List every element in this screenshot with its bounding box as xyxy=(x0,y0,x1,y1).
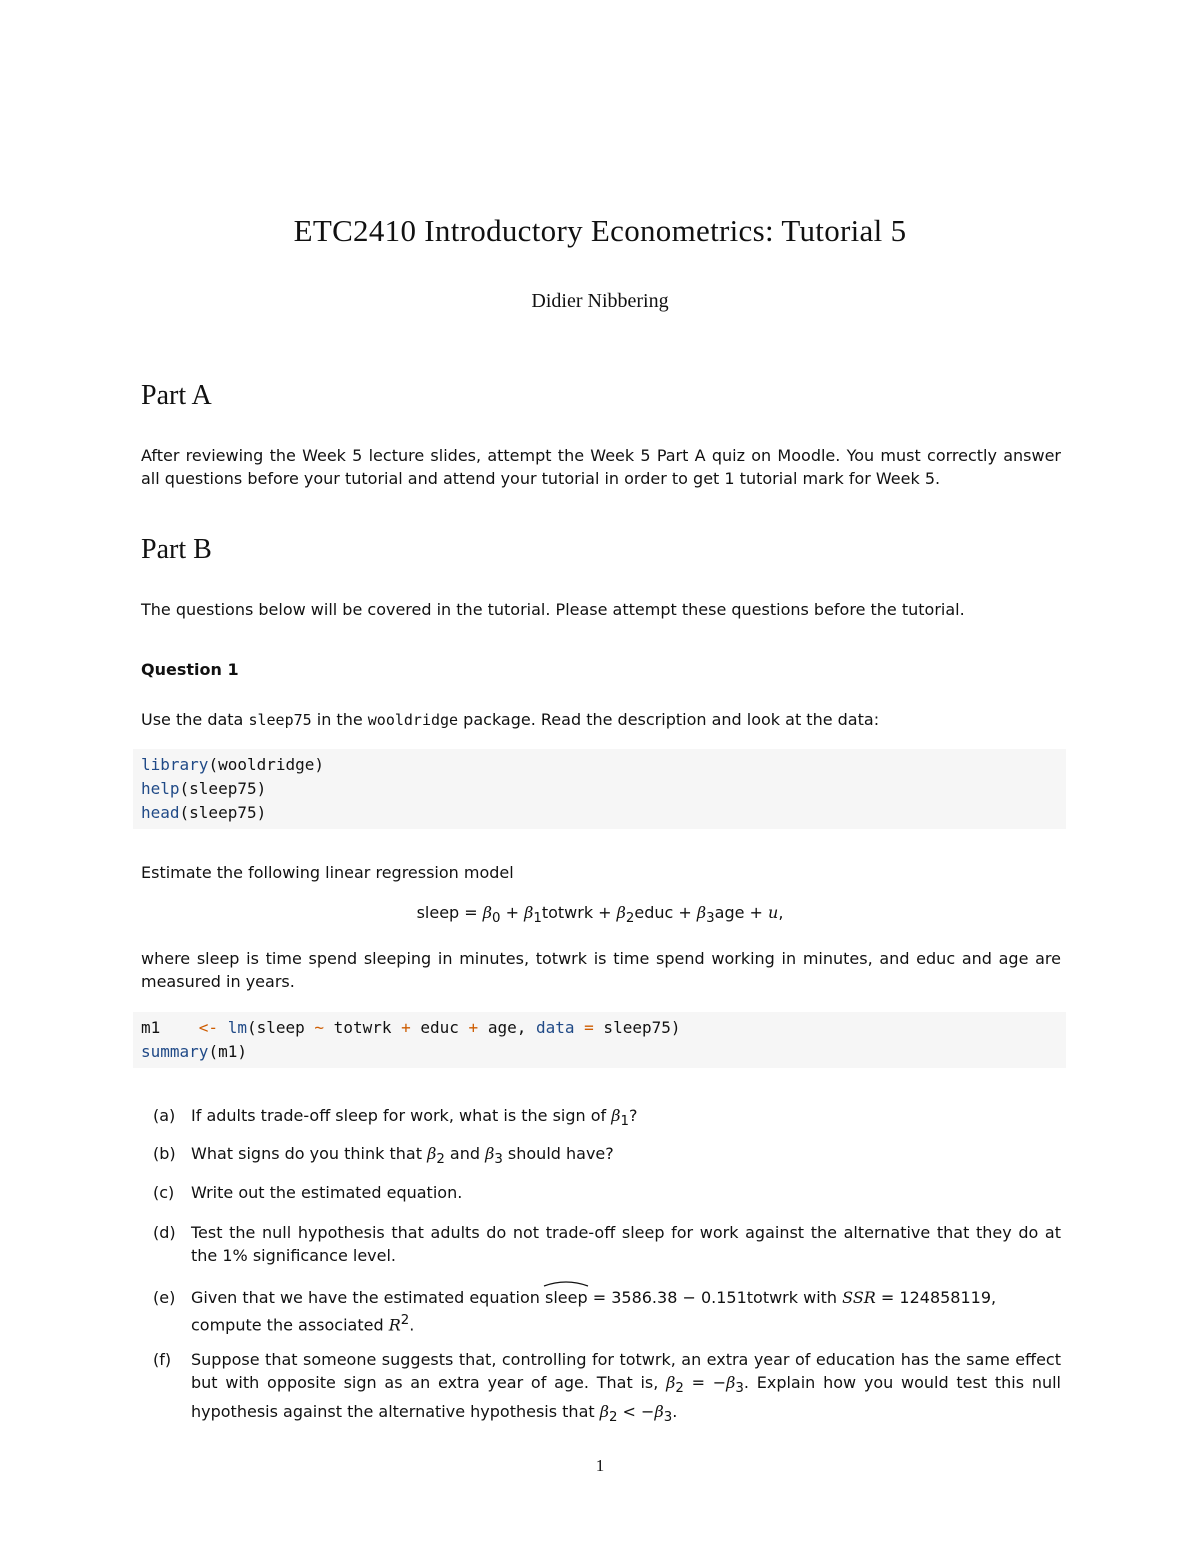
part-b-intro: The questions below will be covered in the tutorial. Please attempt these questions before the tutorial. xyxy=(141,600,965,619)
code-line xyxy=(141,1016,1058,1040)
item-text: Write out the estimated equation. xyxy=(191,1183,463,1202)
eq-plus: + xyxy=(500,903,525,922)
eq-var: age xyxy=(714,903,745,922)
eq-beta: β xyxy=(524,903,534,922)
code-block-2 xyxy=(133,1012,1066,1068)
question-1-heading: Question 1 xyxy=(141,660,239,679)
math-beta: β xyxy=(726,1373,736,1392)
code-line xyxy=(141,801,1058,825)
intro-code-sleep75: sleep75 xyxy=(248,711,312,729)
item-text-part: If adults trade-off sleep for work, what is the sign of xyxy=(191,1106,612,1125)
eq-plus: + xyxy=(673,903,697,922)
code-function: head xyxy=(141,803,180,822)
item-text-part: = − xyxy=(683,1373,727,1392)
math-ssr: SSR xyxy=(842,1288,876,1307)
item-text-part: . Explain how you would test this null hypothesis against the alternative hypothesis that xyxy=(191,1373,1061,1422)
math-beta: β xyxy=(427,1144,437,1163)
item-text-part: Suppose that someone suggests that, controlling for totwrk, an extra year of education has the same effect but with opposite sign as an extra year of age. That is, xyxy=(191,1350,1061,1392)
item-text-part: What signs do you think that xyxy=(191,1144,428,1163)
code-text: m1 xyxy=(141,1018,199,1037)
item-text-part: = 3586.38 − 0.151totwrk with xyxy=(587,1288,843,1307)
item-label: (b) xyxy=(153,1144,176,1163)
math-r: R xyxy=(388,1315,401,1335)
code-text: age, xyxy=(478,1018,536,1037)
code-text: sleep75) xyxy=(593,1018,681,1037)
part-a-heading: Part A xyxy=(141,380,212,411)
eq-plus: + xyxy=(593,903,617,922)
eq-var: totwrk xyxy=(541,903,594,922)
eq-beta: β xyxy=(696,903,707,922)
code-args: (wooldridge) xyxy=(208,755,325,774)
code-text: educ xyxy=(410,1018,469,1037)
eq-equals: = xyxy=(459,903,483,922)
math-sub: 2 xyxy=(436,1152,445,1168)
math-beta: β xyxy=(611,1106,621,1125)
eq-sub: 2 xyxy=(625,911,635,927)
item-text-part: should have? xyxy=(502,1144,614,1163)
code-function: summary xyxy=(141,1042,209,1061)
code-args: (sleep75) xyxy=(179,803,267,822)
code-function: library xyxy=(141,755,209,774)
math-beta: β xyxy=(599,1402,609,1422)
math-beta: β xyxy=(485,1144,495,1163)
eq-lhs: sleep xyxy=(416,903,460,922)
document-author: Didier Nibbering xyxy=(531,290,669,312)
eq-sub: 1 xyxy=(533,911,542,927)
eq-sub: 0 xyxy=(492,911,501,927)
math-beta: β xyxy=(666,1373,676,1392)
code-text xyxy=(575,1018,585,1037)
math-sub: 3 xyxy=(494,1152,503,1168)
item-label: (f) xyxy=(153,1350,172,1369)
item-text-part: Given that we have the estimated equation xyxy=(191,1288,545,1307)
eq-var: educ xyxy=(634,903,674,922)
math-sup: 2 xyxy=(400,1313,410,1328)
code-text: (m1) xyxy=(208,1042,247,1061)
item-text xyxy=(191,1104,1061,1133)
code-block-1 xyxy=(133,749,1066,829)
where-text: where sleep is time spend sleeping in minutes, totwrk is time spend working in minutes, and educ and age are measured in years. xyxy=(141,949,1061,991)
code-operator: ~ xyxy=(314,1018,325,1037)
math-sub: 3 xyxy=(663,1410,673,1426)
code-line xyxy=(141,753,1058,777)
code-operator: + xyxy=(401,1018,411,1037)
math-sub: 2 xyxy=(675,1381,684,1397)
regression-equation xyxy=(0,903,1200,926)
part-a-text: After reviewing the Week 5 lecture slides, attempt the Week 5 Part A quiz on Moodle. You must correctly answer all questions before your tutorial and attend your tutorial in order to get 1 tutorial mark for Week 5. xyxy=(141,446,1061,488)
eq-end: , xyxy=(778,903,784,922)
math-beta: β xyxy=(654,1402,664,1422)
code-text: totwrk xyxy=(324,1018,402,1037)
math-sleep: sleep xyxy=(545,1288,588,1307)
document-title: ETC2410 Introductory Econometrics: Tutorial 5 xyxy=(293,213,907,248)
item-text-part: = 124858119, xyxy=(875,1288,997,1307)
code-args: (sleep75) xyxy=(179,779,267,798)
code-operator: <- xyxy=(198,1018,219,1037)
item-text-part: . xyxy=(409,1315,415,1335)
eq-error: u xyxy=(768,903,779,922)
eq-sub: 3 xyxy=(706,911,715,927)
item-text-part: compute the associated xyxy=(191,1315,389,1335)
item-text xyxy=(191,1142,1061,1171)
intro-code-wooldridge: wooldridge xyxy=(367,711,459,729)
item-text-part: and xyxy=(444,1144,486,1163)
page-number: 1 xyxy=(595,1456,605,1475)
item-label: (d) xyxy=(153,1223,176,1242)
hat-accent-icon xyxy=(543,1278,589,1288)
hat-sleep xyxy=(545,1286,588,1309)
code-text xyxy=(218,1018,228,1037)
item-text xyxy=(191,1348,1061,1429)
code-line xyxy=(141,1040,1058,1064)
math-sub: 1 xyxy=(620,1114,629,1130)
item-text xyxy=(191,1286,1061,1336)
code-line xyxy=(141,777,1058,801)
item-text: Test the null hypothesis that adults do not trade-off sleep for work against the alternative that they do at the 1% significance level. xyxy=(191,1223,1061,1265)
intro-text-after: package. Read the description and look at the data: xyxy=(458,710,880,729)
item-label: (a) xyxy=(153,1106,176,1125)
item-text-part: ? xyxy=(629,1106,638,1125)
estimate-text: Estimate the following linear regression model xyxy=(141,863,514,882)
math-sub: 3 xyxy=(735,1381,744,1397)
item-label: (c) xyxy=(153,1183,175,1202)
intro-text-before: Use the data xyxy=(141,710,249,729)
code-text: (sleep xyxy=(246,1018,315,1037)
intro-text-mid: in the xyxy=(311,710,368,729)
part-b-heading: Part B xyxy=(141,534,212,565)
math-sub: 2 xyxy=(608,1410,618,1426)
eq-plus: + xyxy=(744,903,769,922)
code-argument: data xyxy=(535,1018,575,1037)
item-label: (e) xyxy=(153,1288,176,1307)
code-operator: = xyxy=(584,1018,594,1037)
item-text-part: < − xyxy=(617,1402,655,1422)
eq-beta: β xyxy=(482,903,493,922)
code-function: help xyxy=(141,779,180,798)
code-operator: + xyxy=(468,1018,479,1037)
eq-beta: β xyxy=(616,903,626,922)
code-function: lm xyxy=(227,1018,247,1037)
item-text-part: . xyxy=(672,1402,678,1422)
question-1-intro xyxy=(141,708,1061,732)
